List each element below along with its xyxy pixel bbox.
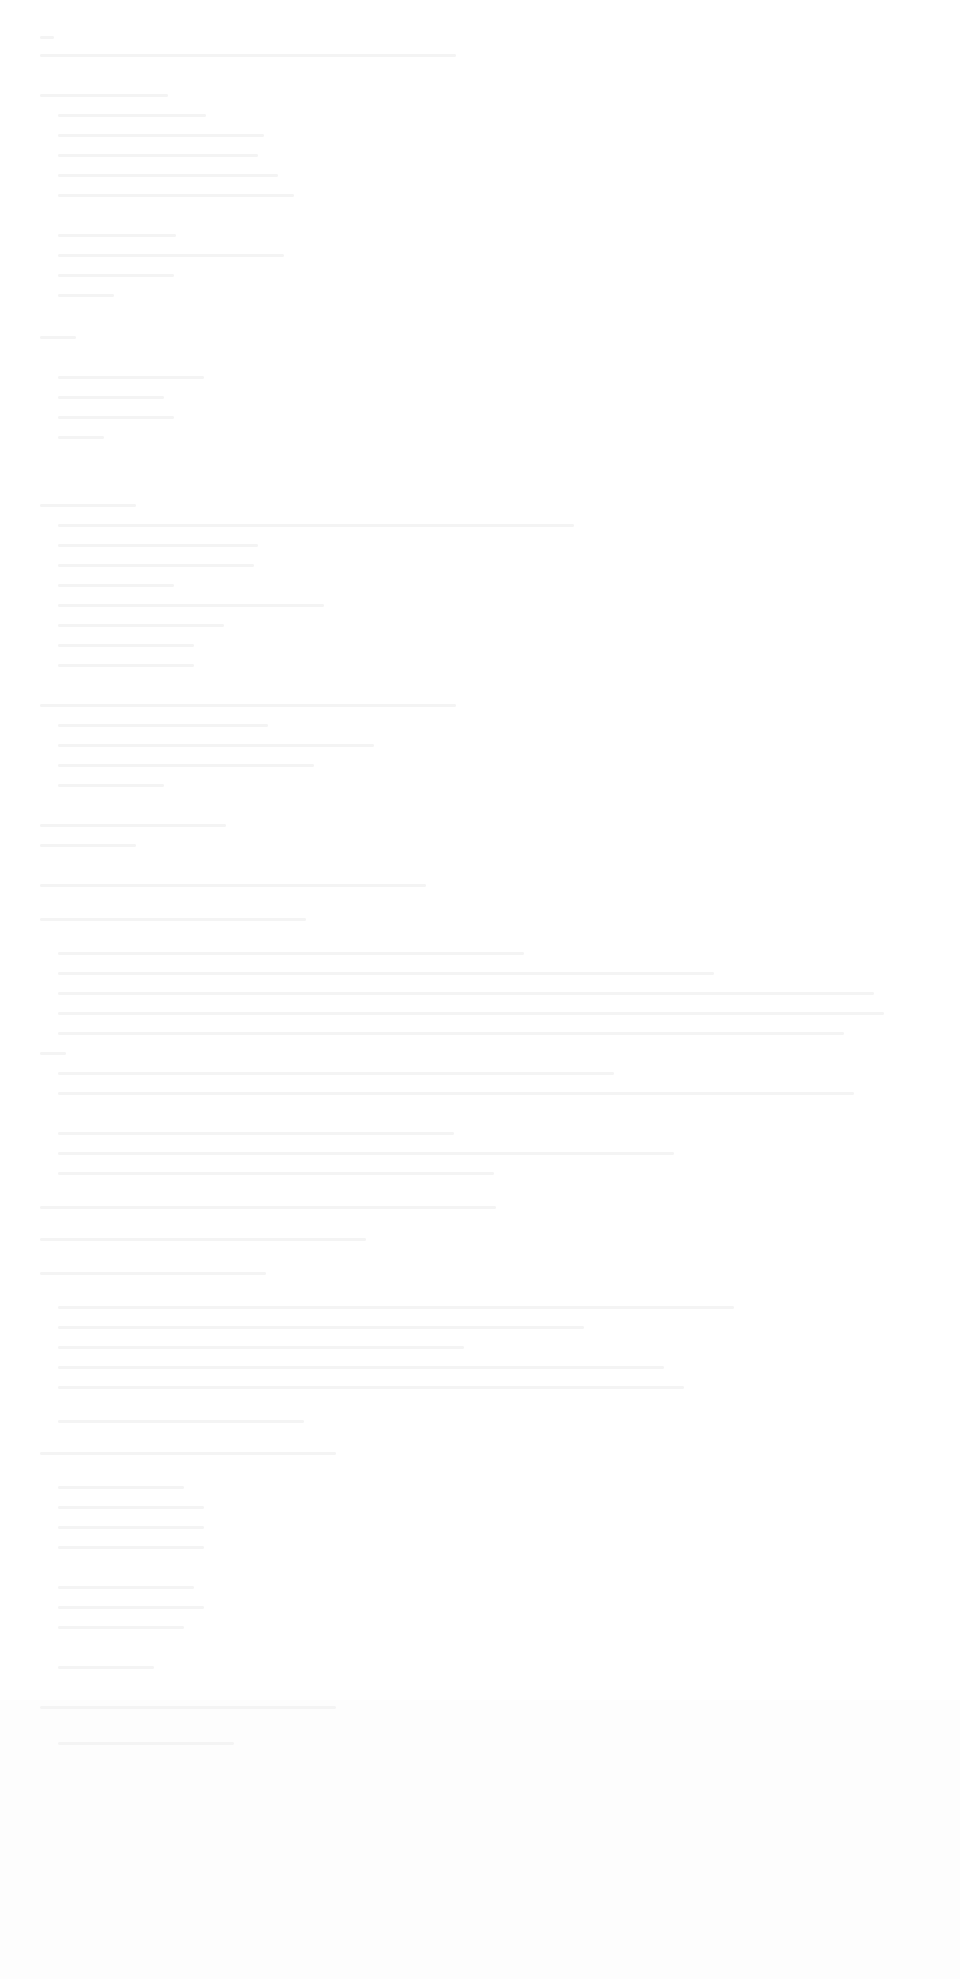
faded-list-item	[58, 558, 258, 572]
faded-list-item	[58, 1380, 688, 1394]
faded-list-item	[58, 618, 228, 632]
faded-list-item	[58, 390, 168, 404]
faded-paragraph-line	[40, 1200, 500, 1214]
faded-list-item	[58, 1480, 188, 1494]
faded-intro-line	[40, 48, 460, 62]
faded-list-item	[58, 1620, 188, 1634]
faded-paragraph-line	[40, 878, 430, 892]
faded-list-item	[58, 1146, 678, 1160]
faded-list-marker	[40, 1046, 70, 1060]
faded-list-item	[58, 370, 208, 384]
faded-list-item	[58, 1520, 208, 1534]
faded-list-item	[58, 1660, 158, 1674]
faded-list-item	[58, 638, 198, 652]
faded-paragraph-line	[40, 1446, 340, 1460]
faded-list-item	[58, 778, 168, 792]
faded-list-item	[58, 1340, 468, 1354]
faded-section-heading-2	[40, 330, 80, 344]
faded-list-item	[58, 268, 178, 282]
faded-paragraph-line	[40, 1232, 370, 1246]
faded-list-item	[58, 1026, 848, 1040]
faded-section-heading-3	[40, 498, 140, 512]
faded-list-item	[58, 1086, 858, 1100]
faded-list-item	[58, 518, 578, 532]
faded-list-item	[58, 108, 208, 122]
faded-list-item	[58, 1736, 238, 1750]
faded-section-heading-9	[40, 1700, 340, 1714]
faded-subheading	[40, 838, 140, 852]
faded-list-item	[58, 228, 178, 242]
faded-list-item	[58, 410, 178, 424]
faded-list-item	[58, 1320, 588, 1334]
faded-list-item	[58, 538, 263, 552]
faded-list-item	[58, 188, 298, 202]
faded-list-item	[58, 1126, 458, 1140]
faded-list-item	[58, 986, 878, 1000]
faded-section-heading-7	[40, 1266, 270, 1280]
faded-list-item	[58, 1360, 668, 1374]
faded-list-item	[58, 288, 118, 302]
faded-section-heading-4	[40, 698, 460, 712]
faded-list-item	[58, 1414, 308, 1428]
faded-section-heading-6	[40, 912, 310, 926]
faded-list-item	[58, 758, 318, 772]
faded-list-item	[58, 738, 378, 752]
faded-list-item	[58, 128, 268, 142]
faded-list-item	[58, 1540, 208, 1554]
faded-list-item	[58, 1600, 208, 1614]
faded-list-item	[58, 168, 283, 182]
faded-list-item	[58, 578, 178, 592]
faded-list-item	[58, 1006, 888, 1020]
faded-list-item	[58, 658, 198, 672]
faded-list-item	[58, 248, 288, 262]
faded-list-item	[58, 1500, 208, 1514]
faded-list-item	[58, 1300, 738, 1314]
faded-list-item	[58, 1166, 498, 1180]
faded-section-heading-5	[40, 818, 230, 832]
faded-list-item	[58, 148, 263, 162]
faded-list-item	[58, 718, 273, 732]
faded-list-item	[58, 430, 108, 444]
faded-list-item	[58, 946, 528, 960]
faded-list-item	[58, 1066, 618, 1080]
faded-list-item	[58, 966, 718, 980]
faded-heading-mark	[40, 30, 58, 44]
faded-list-item	[58, 598, 328, 612]
faded-list-item	[58, 1580, 198, 1594]
faded-section-heading-1	[40, 88, 170, 102]
